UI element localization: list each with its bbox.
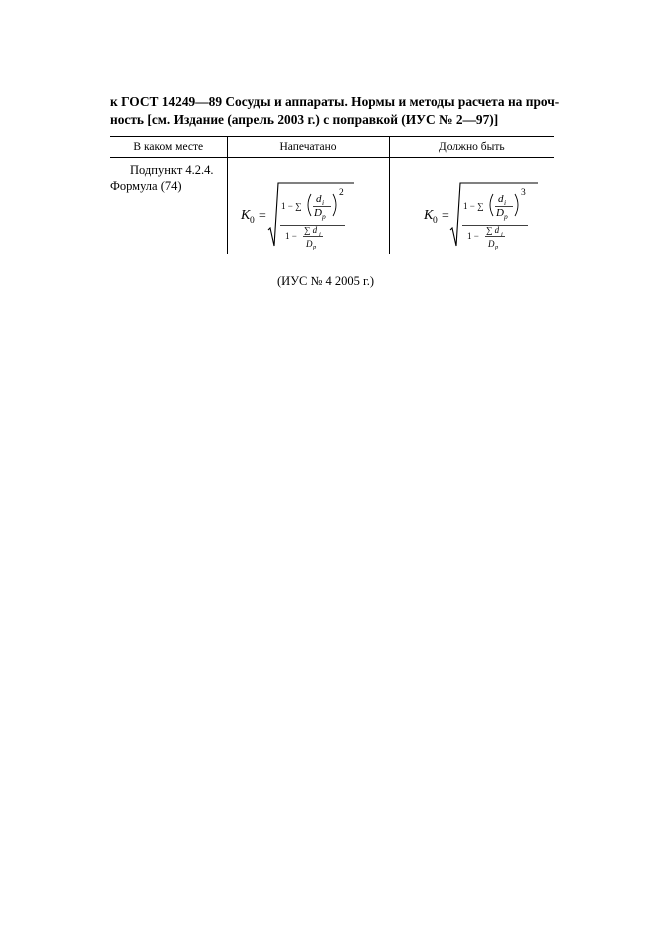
formula-d-subscript: i xyxy=(321,198,324,207)
formula-D: D xyxy=(495,207,504,219)
left-paren xyxy=(308,194,311,216)
should-be-formula xyxy=(390,158,555,250)
correction-table xyxy=(110,136,554,254)
formula-den-sum-d: ∑ d xyxy=(303,225,317,235)
formula-D: D xyxy=(313,207,322,219)
place-subclause: Подпункт 4.2.4. xyxy=(130,163,214,177)
formula-den-d-subscript: i xyxy=(500,231,503,238)
formula-den-D: D xyxy=(305,239,312,249)
heading-line-1: к ГОСТ 14249—89 Сосуды и аппараты. Нормы и методы расчета на проч- xyxy=(110,94,560,109)
right-paren xyxy=(333,194,336,216)
formula-equals: = xyxy=(258,208,266,222)
formula-d: d xyxy=(497,193,503,205)
printed-formula-cell xyxy=(227,158,389,255)
header-should-be: Должно быть xyxy=(389,137,554,158)
printed-formula xyxy=(228,158,390,250)
formula-D-subscript: p xyxy=(321,212,326,221)
formula-D-subscript: p xyxy=(503,212,508,221)
table-header-row xyxy=(110,137,554,158)
formula-den-D-subscript: p xyxy=(312,244,316,250)
place-formula-number: Формула (74) xyxy=(110,179,182,193)
formula-one-minus-sum: 1 − ∑ xyxy=(280,201,301,211)
formula-one-minus-sum: 1 − ∑ xyxy=(462,201,483,211)
document-heading xyxy=(110,93,560,129)
formula-den-one-minus: 1 − xyxy=(284,231,297,241)
left-paren xyxy=(490,194,493,216)
should-be-formula-cell xyxy=(389,158,554,255)
formula-den-D-subscript: p xyxy=(494,244,498,250)
formula-k-subscript: 0 xyxy=(249,216,255,226)
formula-exponent: 3 xyxy=(520,188,526,198)
formula-k: K xyxy=(423,208,433,223)
table-row xyxy=(110,158,554,255)
place-cell xyxy=(110,158,227,255)
formula-k-subscript: 0 xyxy=(432,216,438,226)
header-place: В каком месте xyxy=(110,137,227,158)
formula-equals: = xyxy=(441,208,449,222)
ius-reference: (ИУС № 4 2005 г.) xyxy=(277,274,375,288)
formula-exponent: 2 xyxy=(338,188,344,198)
formula-den-d-subscript: i xyxy=(318,231,321,238)
heading-line-2: ность [см. Издание (апрель 2003 г.) с поправкой (ИУС № 2—97)] xyxy=(110,112,499,127)
formula-k: K xyxy=(240,208,250,223)
formula-d-subscript: i xyxy=(503,198,506,207)
header-printed: Напечатано xyxy=(227,137,389,158)
right-paren xyxy=(515,194,518,216)
formula-den-sum-d: ∑ d xyxy=(485,225,499,235)
formula-den-D: D xyxy=(487,239,494,249)
formula-d: d xyxy=(315,193,321,205)
formula-den-one-minus: 1 − xyxy=(466,231,479,241)
